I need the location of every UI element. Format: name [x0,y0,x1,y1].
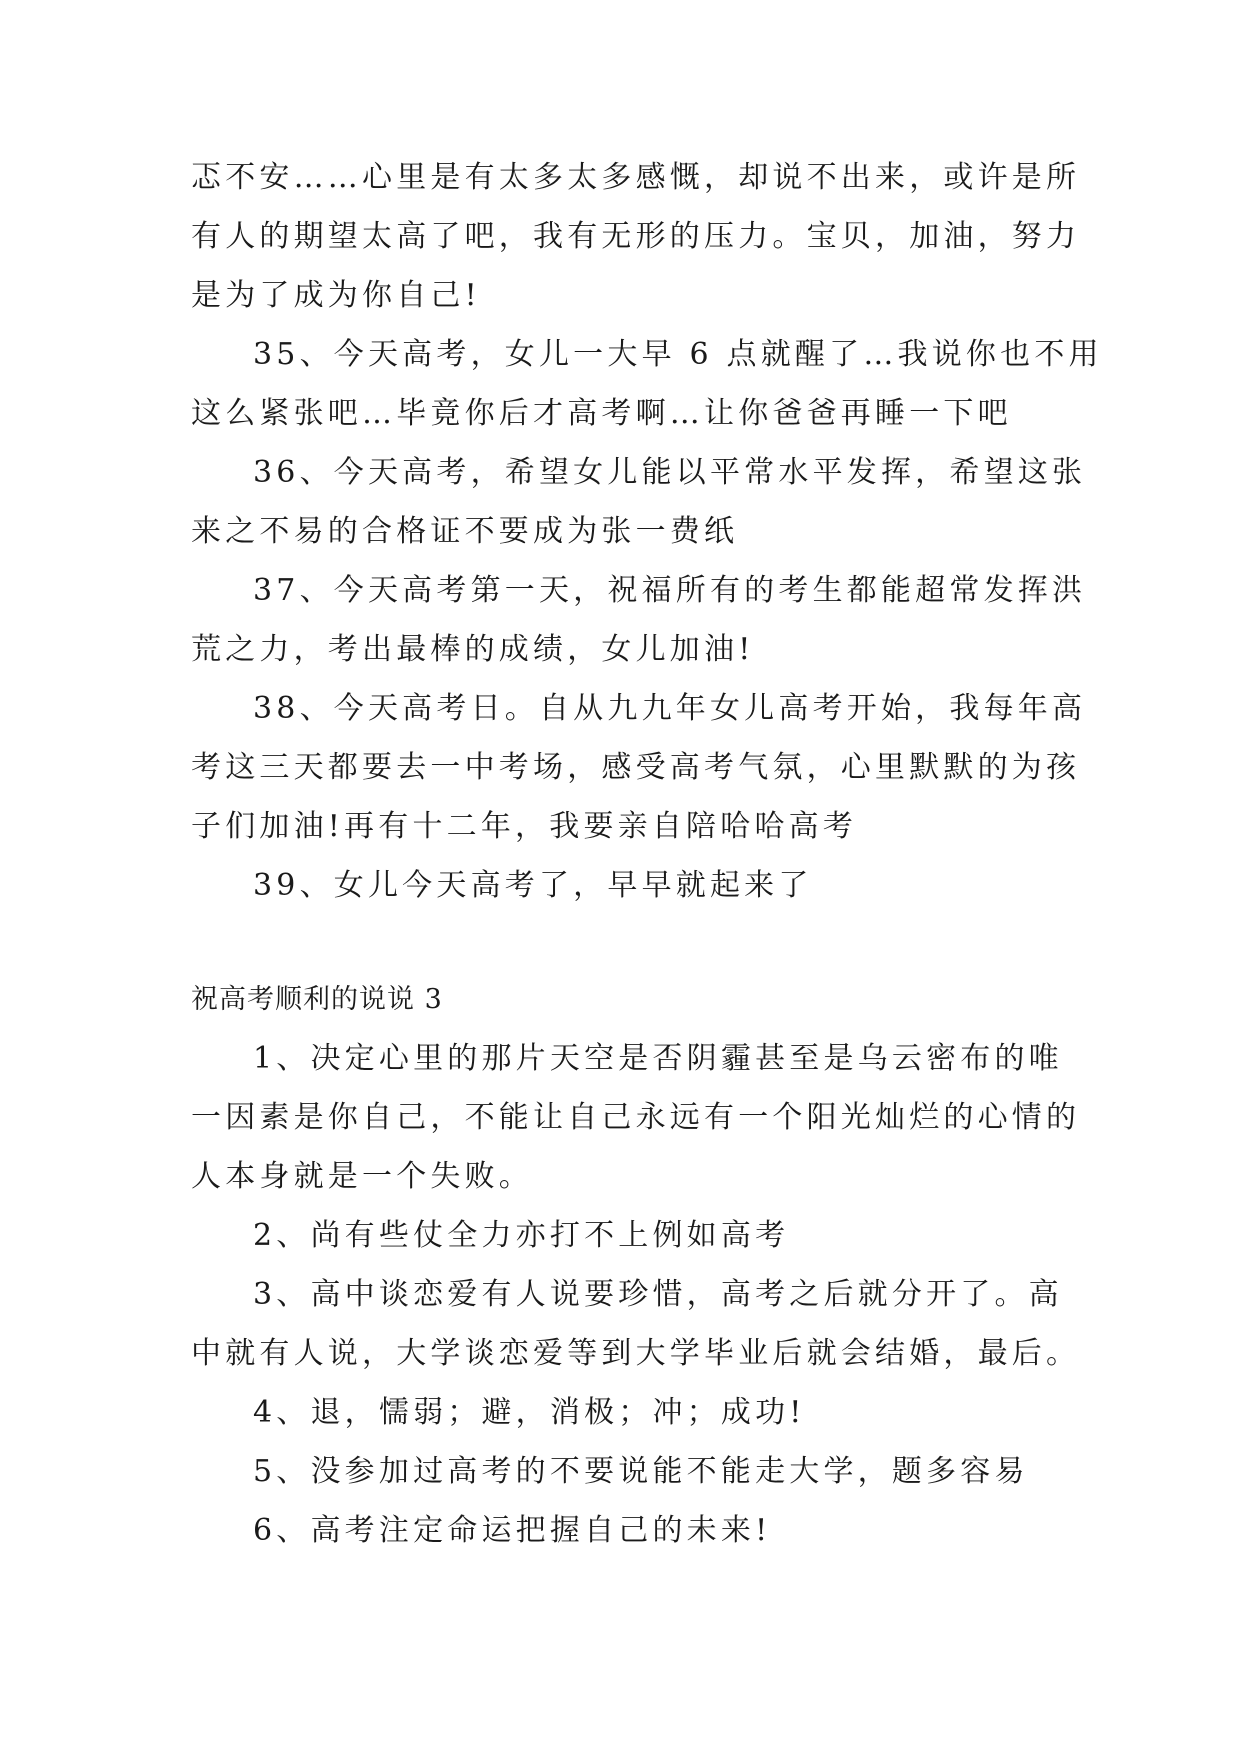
paragraph-line: 来之不易的合格证不要成为张一费纸 [191,514,739,549]
paragraph-line: 有人的期望太高了吧，我有无形的压力。宝贝，加油，努力 [191,219,1081,254]
list-item-5: 5、没参加过高考的不要说能不能走大学，题多容易 [253,1454,1029,1489]
list-item-37: 37、今天高考第一天，祝福所有的考生都能超常发挥洪 [253,573,1087,608]
list-item-3: 3、高中谈恋爱有人说要珍惜，高考之后就分开了。高 [253,1277,1063,1312]
paragraph-line: 这么紧张吧…毕竟你后才高考啊…让你爸爸再睡一下吧 [191,396,1012,431]
list-item-39: 39、女儿今天高考了，早早就起来了 [253,868,813,903]
list-item-1: 1、决定心里的那片天空是否阴霾甚至是乌云密布的唯 [253,1041,1063,1076]
paragraph-line: 荒之力，考出最棒的成绩，女儿加油! [191,632,755,667]
section-title: 祝高考顺利的说说 3 [191,984,443,1015]
list-item-36: 36、今天高考，希望女儿能以平常水平发挥，希望这张 [253,455,1087,490]
paragraph-line: 人本身就是一个失败。 [191,1159,533,1194]
paragraph-line: 是为了成为你自己! [191,278,481,313]
paragraph-line: 中就有人说，大学谈恋爱等到大学毕业后就会结婚，最后。 [191,1336,1081,1371]
paragraph-line: 一因素是你自己，不能让自己永远有一个阳光灿烂的心情的 [191,1100,1081,1135]
list-item-4: 4、退，懦弱；避，消极；冲；成功! [253,1395,806,1430]
paragraph-line: 子们加油!再有十二年，我要亲自陪哈哈高考 [191,809,858,844]
list-item-35: 35、今天高考，女儿一大早 6 点就醒了…我说你也不用 [253,337,1103,372]
paragraph-line: 考这三天都要去一中考场，感受高考气氛，心里默默的为孩 [191,750,1081,785]
list-item-6: 6、高考注定命运把握自己的未来! [253,1513,772,1548]
list-item-38: 38、今天高考日。自从九九年女儿高考开始，我每年高 [253,691,1087,726]
list-item-2: 2、尚有些仗全力亦打不上例如高考 [253,1218,790,1253]
paragraph-line: 忑不安……心里是有太多太多感慨，却说不出来，或许是所 [191,160,1081,195]
